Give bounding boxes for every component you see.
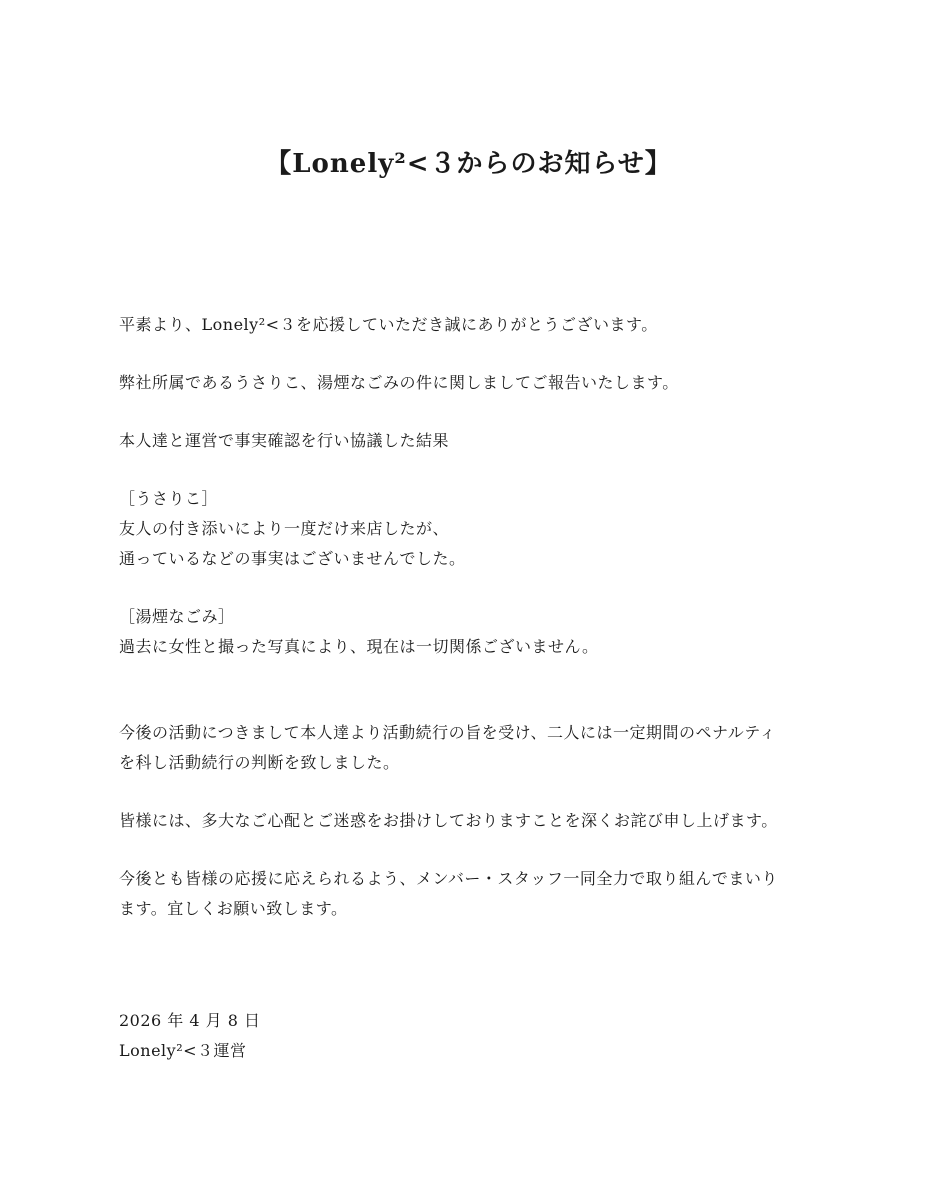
- apology-text: 皆様には、多大なご心配とご迷惑をお掛けしておりますことを深くお詫び申し上げます。: [119, 811, 778, 830]
- date-text: 2026 年 4 月 8 日: [119, 1011, 261, 1030]
- closing-paragraph: [119, 864, 819, 924]
- decision-paragraph: [119, 718, 819, 778]
- member-section-usariko: [119, 484, 819, 574]
- member-name: ［湯煙なごみ］: [119, 607, 235, 626]
- paragraph-line: 今後の活動につきまして本人達より活動続行の旨を受け、二人には一定期間のペナルティ: [119, 723, 776, 742]
- announcement-body: [119, 310, 819, 1066]
- paragraph-line: ます。宜しくお願い致します。: [119, 899, 348, 918]
- page-title: 【Lonely²<３からのお知らせ】: [265, 149, 672, 179]
- greeting-text: 平素より、Lonely²<３を応援していただき誠にありがとうございます。: [119, 315, 658, 334]
- member-name: ［うさりこ］: [119, 489, 219, 508]
- paragraph-line: を科し活動続行の判断を致しました。: [119, 753, 400, 772]
- signature-text: Lonely²<３運営: [119, 1041, 247, 1060]
- result-intro-text: 本人達と運営で事実確認を行い協議した結果: [119, 431, 450, 450]
- report-intro-text: 弊社所属であるうさりこ、湯煙なごみの件に関しましてご報告いたします。: [119, 373, 679, 392]
- member-detail-line: 友人の付き添いにより一度だけ来店したが、: [119, 519, 450, 538]
- member-section-nagomi: [119, 602, 819, 662]
- member-detail-line: 通っているなどの事実はございませんでした。: [119, 549, 466, 568]
- member-detail-line: 過去に女性と撮った写真により、現在は一切関係ございません。: [119, 637, 599, 656]
- paragraph-line: 今後とも皆様の応援に応えられるよう、メンバー・スタッフ一同全力で取り組んでまいり: [119, 869, 778, 888]
